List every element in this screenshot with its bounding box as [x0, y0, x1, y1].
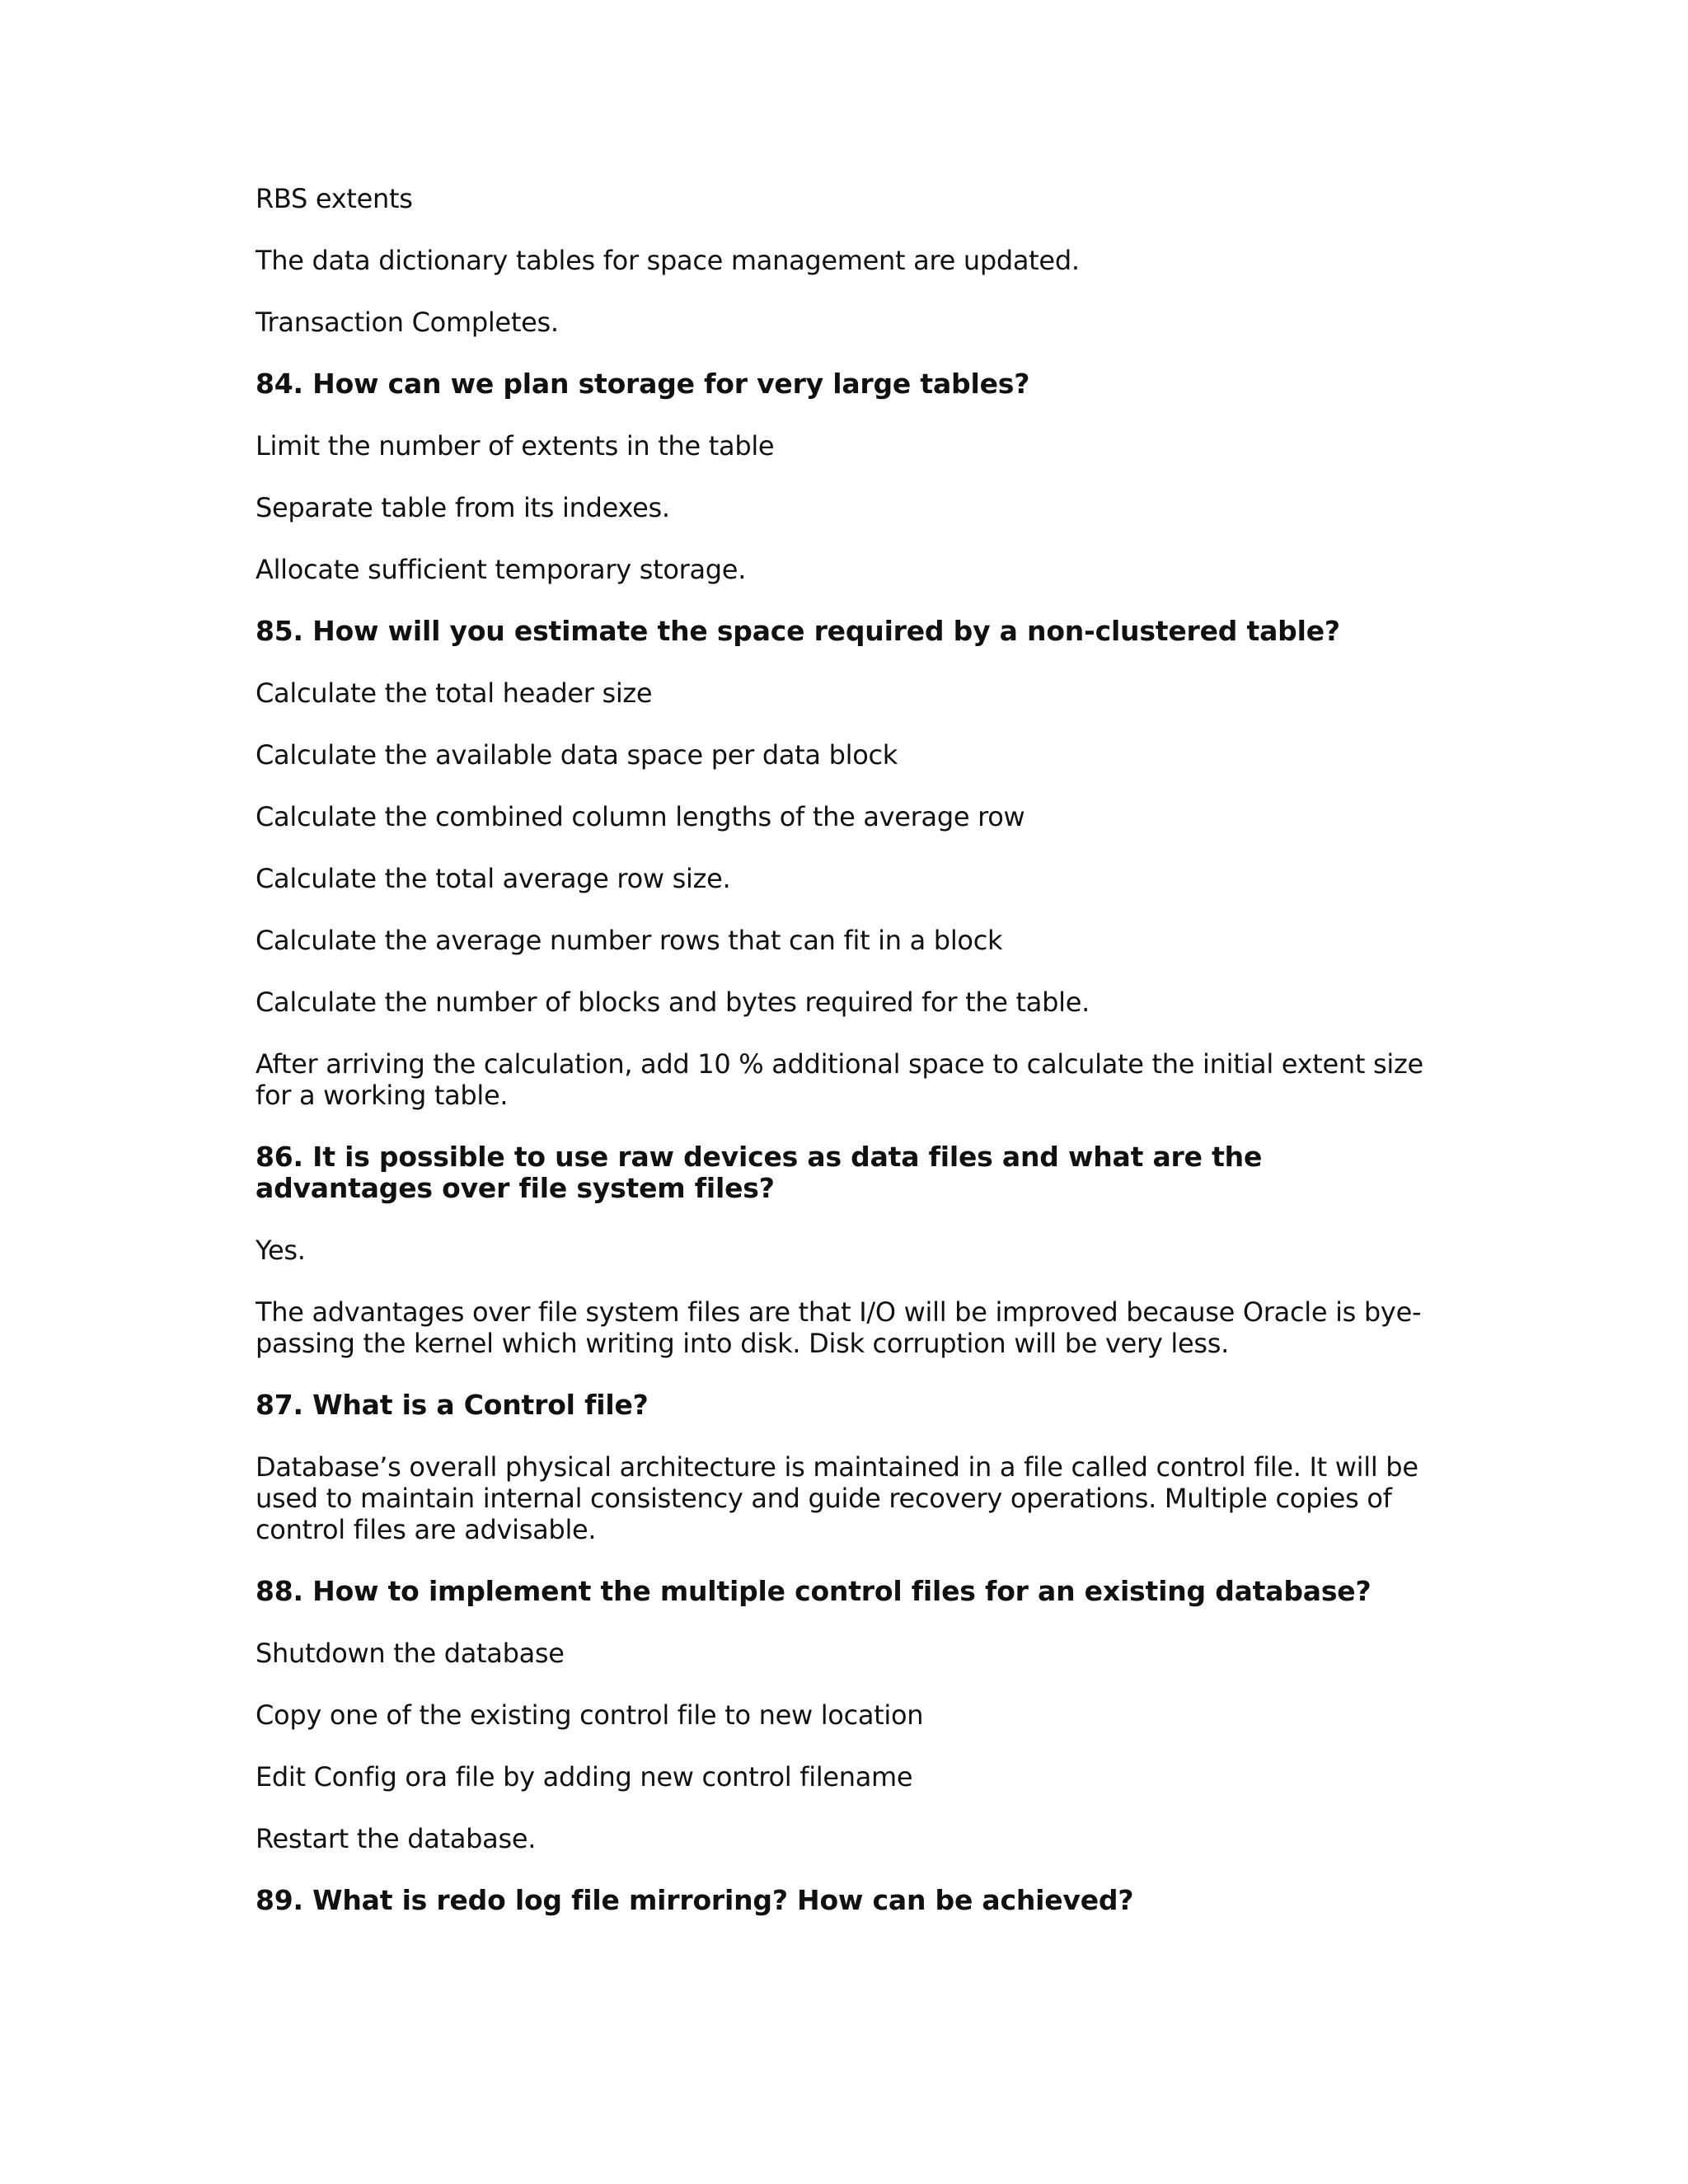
answer-86-advantages: The advantages over file system files are that I/O will be improved because Oracle is bye-passing the kernel which writing into disk. Disk corruption will be very less. — [256, 1296, 1422, 1359]
answer-88-step-2: Copy one of the existing control file to new location — [256, 1699, 924, 1731]
answer-88-step-1: Shutdown the database — [256, 1638, 565, 1669]
answer-84-step-1: Limit the number of extents in the table — [256, 430, 775, 462]
answer-85-step-3: Calculate the combined column lengths of the average row — [256, 801, 1025, 832]
answer-87-text: Database’s overall physical architecture is maintained in a file called control file. It will be used to maintain internal consistency and guide recovery operations. Multiple copies of control files are advisable. — [256, 1451, 1418, 1545]
answer-85-step-1: Calculate the total header size — [256, 677, 653, 709]
paragraph-rbs-extents: RBS extents — [256, 183, 413, 214]
question-87-heading: 87. What is a Control file? — [256, 1389, 649, 1421]
question-89-heading: 89. What is redo log file mirroring? How can be achieved? — [256, 1884, 1134, 1916]
answer-88-step-4: Restart the database. — [256, 1823, 537, 1854]
question-86-heading: 86. It is possible to use raw devices as data files and what are the advantages over file system files? — [256, 1141, 1263, 1204]
paragraph-data-dictionary-updated: The data dictionary tables for space management are updated. — [256, 245, 1080, 276]
answer-88-step-3: Edit Config ora file by adding new control filename — [256, 1761, 913, 1793]
question-85-heading: 85. How will you estimate the space required by a non-clustered table? — [256, 615, 1340, 647]
answer-85-step-2: Calculate the available data space per data block — [256, 739, 898, 771]
document-body — [256, 183, 1442, 1947]
question-88-heading: 88. How to implement the multiple control files for an existing database? — [256, 1575, 1372, 1607]
answer-84-step-2: Separate table from its indexes. — [256, 492, 670, 523]
answer-84-step-3: Allocate sufficient temporary storage. — [256, 554, 747, 585]
answer-85-step-5: Calculate the average number rows that can fit in a block — [256, 925, 1003, 956]
answer-85-step-4: Calculate the total average row size. — [256, 863, 731, 894]
answer-86-yes: Yes. — [256, 1235, 306, 1266]
answer-85-note: After arriving the calculation, add 10 % additional space to calculate the initial extent size for a working table. — [256, 1048, 1423, 1111]
paragraph-transaction-completes: Transaction Completes. — [256, 307, 559, 338]
answer-85-step-6: Calculate the number of blocks and bytes required for the table. — [256, 987, 1090, 1018]
question-84-heading: 84. How can we plan storage for very large tables? — [256, 368, 1030, 400]
